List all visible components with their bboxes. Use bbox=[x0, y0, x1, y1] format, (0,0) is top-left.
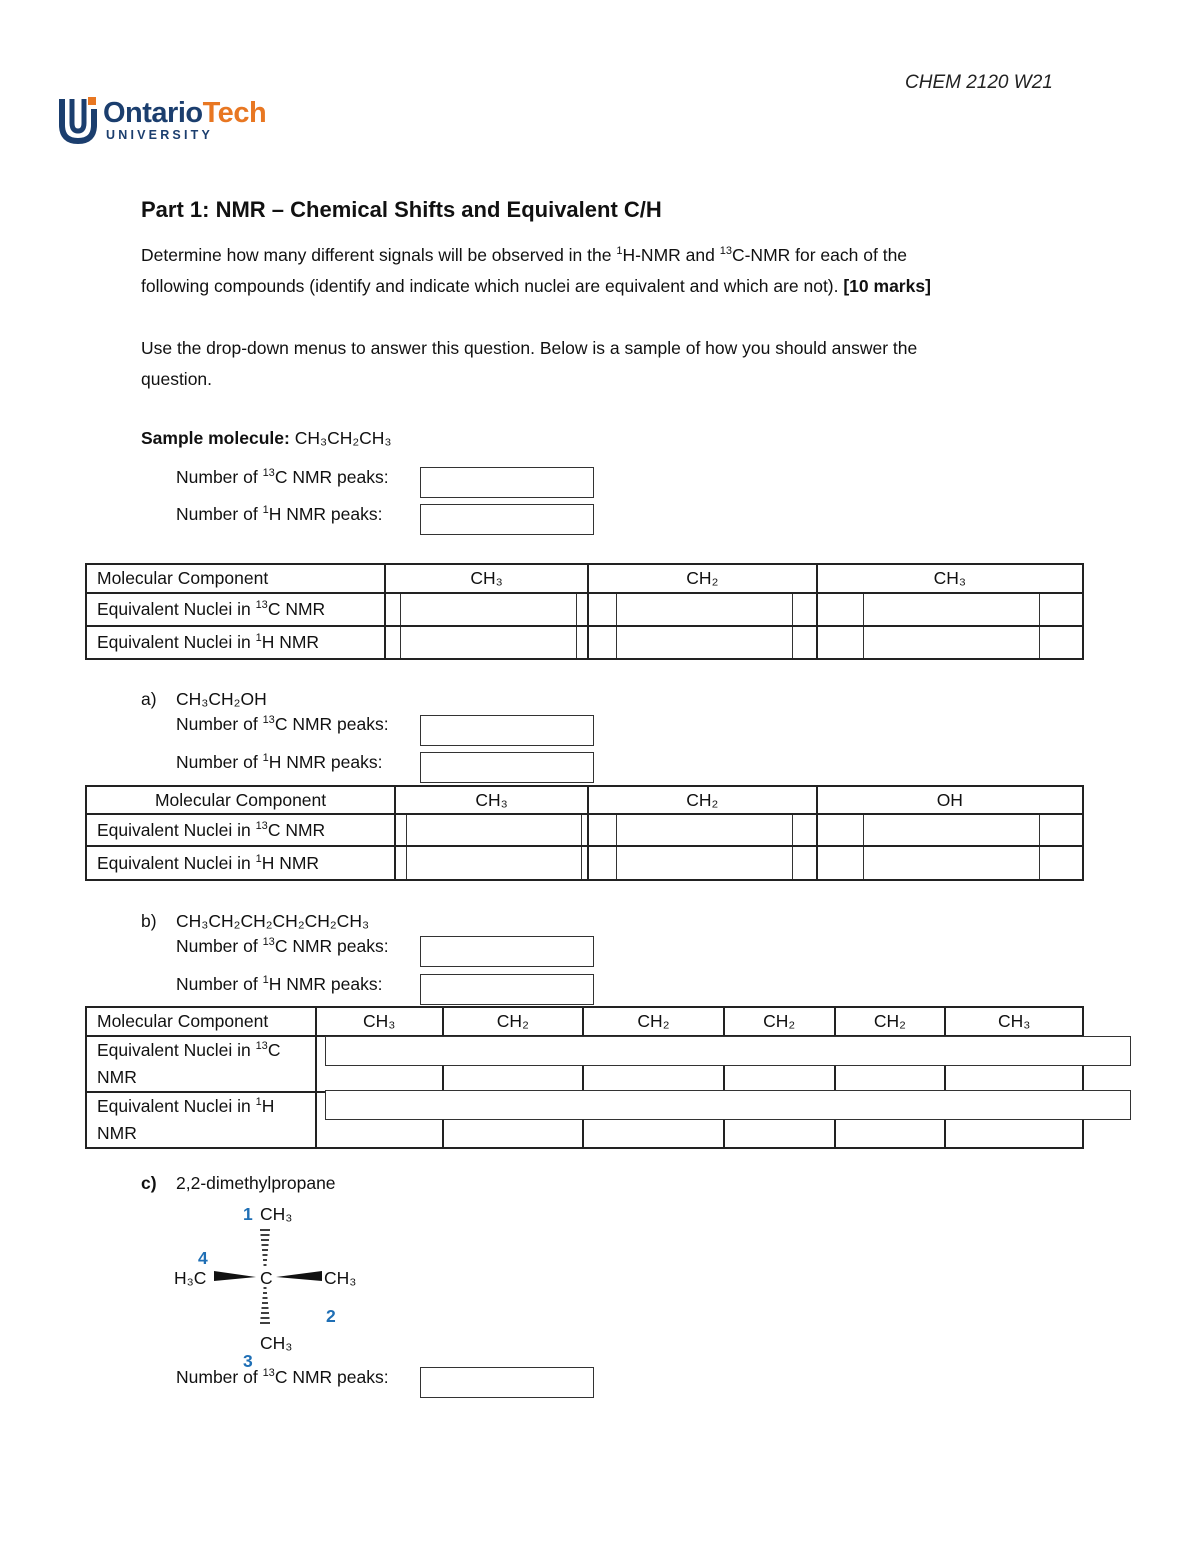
struct-right-ch3: CH₃ bbox=[324, 1268, 357, 1288]
a-h1-cell-2[interactable] bbox=[588, 846, 817, 880]
question-a-letter: a) bbox=[141, 689, 157, 709]
sample-h1-cell-2[interactable] bbox=[588, 626, 817, 659]
struct-label-1: 1 bbox=[243, 1204, 253, 1224]
sample-molecule: Sample molecule: CH₃CH₂CH₃ bbox=[141, 428, 392, 448]
a-h1-cell-1[interactable] bbox=[395, 846, 588, 880]
sample-c13-cell-1[interactable] bbox=[385, 593, 588, 626]
b-col-1: CH₃ bbox=[316, 1007, 443, 1036]
b-col-2: CH₂ bbox=[443, 1007, 584, 1036]
a-eq-h1-label: Equivalent Nuclei in $^1$H NMR bbox=[86, 846, 395, 880]
sample-h1-cell-3[interactable] bbox=[817, 626, 1083, 659]
struct-label-3: 3 bbox=[243, 1351, 253, 1371]
logo-wordmark: OntarioTech bbox=[103, 97, 267, 129]
b-col-4: CH₂ bbox=[724, 1007, 835, 1036]
question-c-letter: c) bbox=[141, 1173, 157, 1193]
a-mol-comp-header: Molecular Component bbox=[86, 786, 395, 814]
sample-col-2: CH₂ bbox=[588, 564, 817, 593]
b-col-3: CH₂ bbox=[583, 1007, 724, 1036]
b-h1-peaks-dropdown[interactable] bbox=[420, 974, 594, 1005]
a-h1-cell-3[interactable] bbox=[817, 846, 1083, 880]
a-col-3: OH bbox=[817, 786, 1083, 814]
page-title: Part 1: NMR – Chemical Shifts and Equivalent C/H bbox=[141, 197, 662, 222]
question-b-letter: b) bbox=[141, 911, 157, 931]
struct-center-c: C bbox=[260, 1268, 273, 1288]
sample-c13-peaks-dropdown[interactable] bbox=[420, 467, 594, 498]
question-a-formula: CH₃CH₂OH bbox=[176, 689, 267, 709]
a-h1-peaks-dropdown[interactable] bbox=[420, 752, 594, 783]
b-c13-peaks-dropdown[interactable] bbox=[420, 936, 594, 967]
question-b-formula: CH₃CH₂CH₂CH₂CH₂CH₃ bbox=[176, 911, 370, 931]
b-c13-label: Number of $^{13}$C NMR peaks: bbox=[176, 936, 389, 956]
struct-label-4: 4 bbox=[198, 1248, 208, 1268]
dropdown-instructions: Use the drop-down menus to answer this question. Below is a sample of how you should answer the question. bbox=[141, 338, 918, 389]
sample-col-1: CH₃ bbox=[385, 564, 588, 593]
a-c13-cell-3[interactable] bbox=[817, 814, 1083, 846]
a-col-2: CH₂ bbox=[588, 786, 817, 814]
a-c13-cell-1[interactable] bbox=[395, 814, 588, 846]
struct-top-ch3: CH₃ bbox=[260, 1204, 293, 1224]
mol-comp-header: Molecular Component bbox=[86, 564, 385, 593]
sample-col-3: CH₃ bbox=[817, 564, 1083, 593]
sample-c13-label: Number of $^{13}$C NMR peaks: bbox=[176, 467, 389, 487]
a-eq-c13-label: Equivalent Nuclei in $^{13}$C NMR bbox=[86, 814, 395, 846]
c-c13-label: Number of $^{13}$C NMR peaks: bbox=[176, 1367, 389, 1387]
b-mol-comp-header: Molecular Component bbox=[86, 1007, 316, 1036]
eq-c13-label: Equivalent Nuclei in $^{13}$C NMR bbox=[86, 593, 385, 626]
b-h1-equivalence-dropdown[interactable] bbox=[325, 1090, 1131, 1120]
sample-table bbox=[85, 563, 1084, 660]
b-table bbox=[85, 1006, 1084, 1149]
logo-subtitle: UNIVERSITY bbox=[106, 128, 214, 142]
sample-h1-peaks-dropdown[interactable] bbox=[420, 504, 594, 535]
c-c13-peaks-dropdown[interactable] bbox=[420, 1367, 594, 1398]
a-col-1: CH₃ bbox=[395, 786, 588, 814]
question-c-name: 2,2-dimethylpropane bbox=[176, 1173, 336, 1193]
a-h1-label: Number of $^1$H NMR peaks: bbox=[176, 752, 383, 772]
b-eq-c13-label: Equivalent Nuclei in $^{13}$C NMR bbox=[86, 1036, 316, 1092]
sample-h1-label: Number of $^1$H NMR peaks: bbox=[176, 504, 383, 524]
a-table bbox=[85, 785, 1084, 881]
b-c13-equivalence-dropdown[interactable] bbox=[325, 1036, 1131, 1066]
course-code: CHEM 2120 W21 bbox=[905, 72, 1053, 93]
sample-c13-cell-3[interactable] bbox=[817, 593, 1083, 626]
sample-h1-cell-1[interactable] bbox=[385, 626, 588, 659]
eq-h1-label: Equivalent Nuclei in $^1$H NMR bbox=[86, 626, 385, 659]
sample-c13-cell-2[interactable] bbox=[588, 593, 817, 626]
struct-label-2: 2 bbox=[326, 1306, 336, 1326]
a-c13-label: Number of $^{13}$C NMR peaks: bbox=[176, 714, 389, 734]
b-col-6: CH₃ bbox=[945, 1007, 1083, 1036]
instructions: Determine how many different signals will be observed in the $^1$H-NMR and $^{13}$C-NMR for each of the following compounds (identify and indicate which nuclei are equivalent and which are not). [10 marks] bbox=[141, 245, 931, 296]
struct-left-h3c: H₃C bbox=[174, 1268, 207, 1288]
b-col-5: CH₂ bbox=[835, 1007, 946, 1036]
b-h1-label: Number of $^1$H NMR peaks: bbox=[176, 974, 383, 994]
struct-bottom-ch3: CH₃ bbox=[260, 1333, 293, 1353]
a-c13-peaks-dropdown[interactable] bbox=[420, 715, 594, 746]
b-eq-h1-label: Equivalent Nuclei in $^1$H NMR bbox=[86, 1092, 316, 1148]
a-c13-cell-2[interactable] bbox=[588, 814, 817, 846]
ontariotech-logo-icon bbox=[58, 95, 100, 145]
